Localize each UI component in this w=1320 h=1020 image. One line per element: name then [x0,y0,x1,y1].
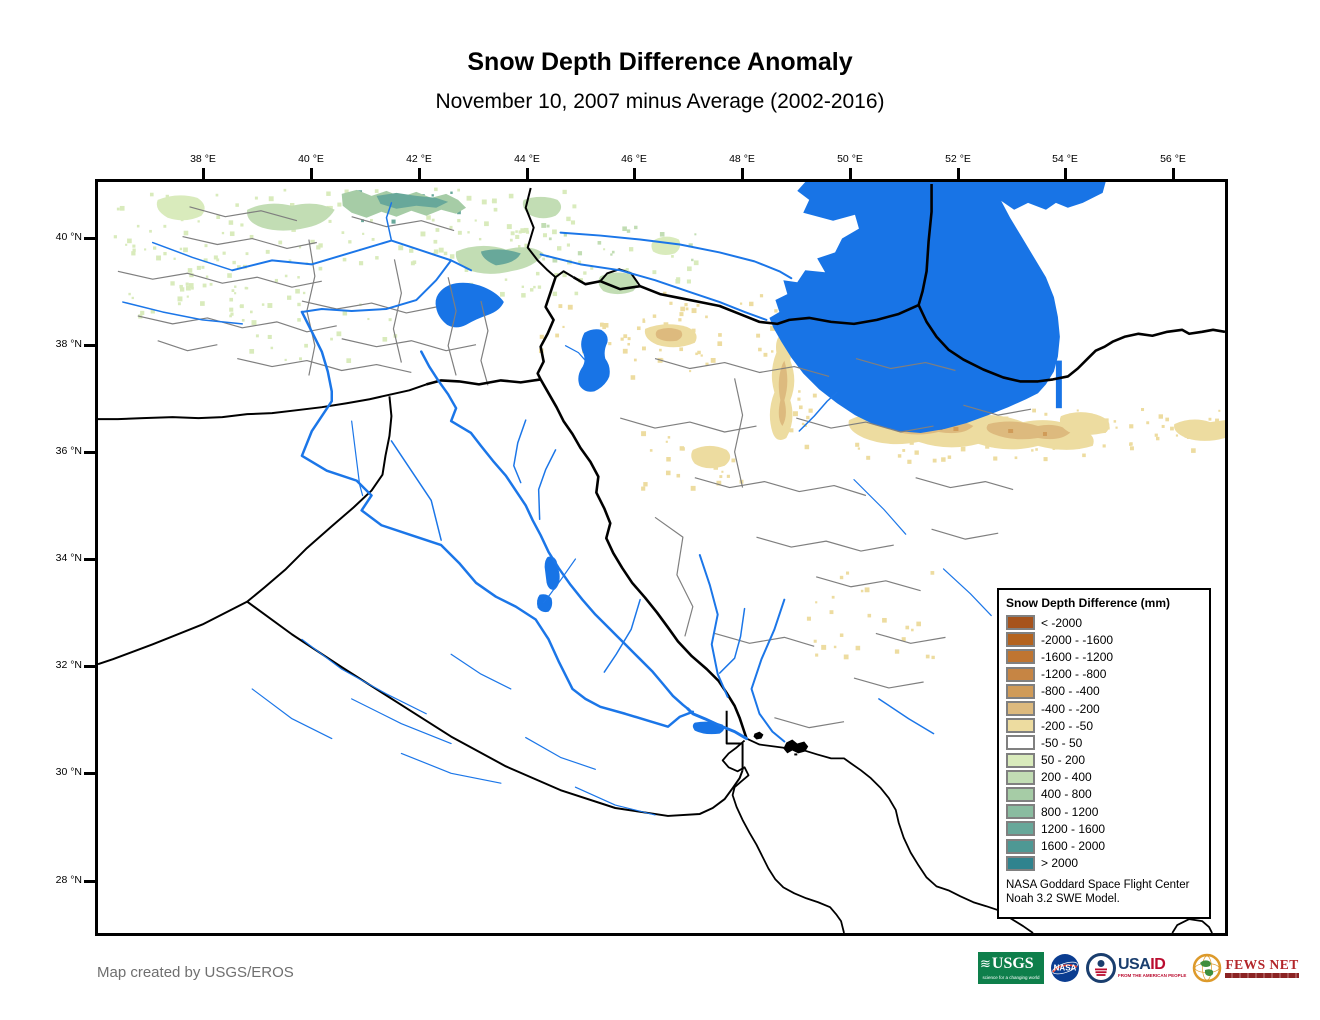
greater-zab [514,420,526,483]
legend-swatch [1006,718,1035,733]
lon-tick-label: 40 °E [298,153,324,165]
legend-swatch [1006,649,1035,664]
iraq-saudi-border [247,602,742,816]
lon-tick-label: 52 °E [945,153,971,165]
usaid-seal-icon [1086,953,1116,983]
iran-river-3 [943,569,991,616]
legend-label: 1600 - 2000 [1041,839,1106,854]
map-title: Snow Depth Difference Anomaly [467,48,853,76]
fewsnet-logo [1192,953,1298,983]
legend-row [1006,786,1202,803]
lat-tick-label: 36 °N [55,445,82,457]
khabur-river [391,441,441,540]
legend-swatch [1006,821,1035,836]
legend-row [1006,837,1202,854]
karun-river [752,600,785,742]
legend-label: 200 - 400 [1041,770,1092,785]
legend-row [1006,752,1202,769]
anomaly-blobs [157,190,1225,468]
lat-tick-label: 30 °N [55,766,82,778]
sefid-rud [799,392,837,431]
legend-row [1006,855,1202,872]
lat-tick-label: 38 °N [55,338,82,350]
legend-row [1006,820,1202,837]
usgs-tagline: science for a changing world [982,975,1040,980]
legend-swatch [1006,667,1035,682]
legend-rows [1006,614,1202,872]
euphrates-river [302,312,693,727]
delta-marshes [783,740,808,754]
legend-row [1006,769,1202,786]
jordan-saudi-border [98,602,247,665]
wadi-7 [575,787,655,815]
lon-tick-label: 38 °E [190,153,216,165]
legend-label: 400 - 800 [1041,787,1092,802]
legend-label: -800 - -400 [1041,684,1100,699]
legend-swatch [1006,684,1035,699]
legend-source [1006,879,1202,907]
fewsnet-banner [1225,973,1298,978]
legend-swatch [1006,735,1035,750]
legend-swatch [1006,856,1035,871]
legend-source-line1: NASA Goddard Space Flight Center [1006,878,1190,891]
lake-razzaza [537,594,552,612]
legend-row [1006,631,1202,648]
lon-tick-label: 48 °E [729,153,755,165]
legend-swatch [1006,770,1035,785]
wadi-6 [526,738,596,770]
legend-label: -200 - -50 [1041,718,1094,733]
legend-row [1006,803,1202,820]
lon-tick-label: 42 °E [406,153,432,165]
lon-tick-label: 46 °E [621,153,647,165]
legend-label: 800 - 1200 [1041,804,1099,819]
lat-tick-label: 28 °N [55,874,82,886]
gulf-island [794,753,797,755]
iran-river-1 [879,699,934,734]
turkey-river-1 [153,243,233,271]
lon-tick-label: 54 °E [1052,153,1078,165]
legend-row [1006,614,1202,631]
wadi-1 [302,639,426,713]
lake-urmia [578,329,609,391]
caspian-east-strip [1056,361,1062,409]
legend-label: -1200 - -800 [1041,667,1107,682]
usgs-logo [978,952,1044,984]
legend-row [1006,683,1202,700]
legend-swatch [1006,839,1035,854]
legend-box [997,588,1211,919]
legend-label: -50 - 50 [1041,735,1083,750]
wadi-3 [252,689,332,739]
legend-swatch [1006,753,1035,768]
legend-swatch [1006,615,1035,630]
nasa-logo [1050,953,1080,983]
legend-swatch [1006,787,1035,802]
lon-tick-label: 44 °E [514,153,540,165]
legend-swatch [1006,632,1035,647]
usaid-wordmark: USAID [1118,956,1166,974]
map-subtitle: November 10, 2007 minus Average (2002-2016) [435,90,885,113]
turkey-syria-border [98,384,426,419]
gulf-east-shore [747,739,1033,933]
qatar-peninsula [1172,919,1212,933]
lat-tick-label: 40 °N [55,231,82,243]
marsh-2 [754,732,764,740]
legend-label: 50 - 200 [1041,753,1086,768]
wadi-5 [451,654,511,689]
legend-label: -2000 - -1600 [1041,632,1114,647]
iran-river-2 [854,480,906,535]
logo-strip [978,950,1299,986]
legend-row [1006,648,1202,665]
caspian-sea [769,182,1105,433]
legend-source-line2: Noah 3.2 SWE Model. [1006,892,1120,905]
nasa-wordmark: NASA [1053,963,1077,973]
usaid-tagline: FROM THE AMERICAN PEOPLE [1118,973,1187,979]
legend-row [1006,717,1202,734]
wadi-4 [401,753,500,783]
legend-swatch [1006,701,1035,716]
usgs-waves-icon: ≋ [980,955,990,971]
legend-label: -400 - -200 [1041,701,1100,716]
diyala-river [604,600,640,672]
lake-van [436,283,504,328]
legend-label: < -2000 [1041,615,1083,630]
credit-text: Map created by USGS/EROS [97,964,294,981]
legend-swatch [1006,804,1035,819]
lon-tick-label: 56 °E [1160,153,1186,165]
fewsnet-globe-icon [1192,953,1222,983]
legend-label: 1200 - 1600 [1041,821,1106,836]
turkey-iraq-border [426,379,540,384]
lake-hammar [693,722,724,735]
lat-tick-label: 34 °N [55,552,82,564]
legend-row [1006,666,1202,683]
legend-label: -1600 - -1200 [1041,649,1114,664]
lat-tick-label: 32 °N [55,659,82,671]
murat-river [232,241,471,271]
lesser-zab [539,450,556,519]
fewsnet-wordmark: FEWS NET [1225,957,1299,973]
legend-label: > 2000 [1041,856,1079,871]
gulf-west-shore [723,741,844,933]
legend-title: Snow Depth Difference (mm) [1006,596,1171,610]
usgs-wordmark: USGS [991,954,1034,972]
legend-row [1006,700,1202,717]
legend-row [1006,734,1202,751]
usaid-logo [1086,953,1186,983]
lon-tick-label: 50 °E [837,153,863,165]
